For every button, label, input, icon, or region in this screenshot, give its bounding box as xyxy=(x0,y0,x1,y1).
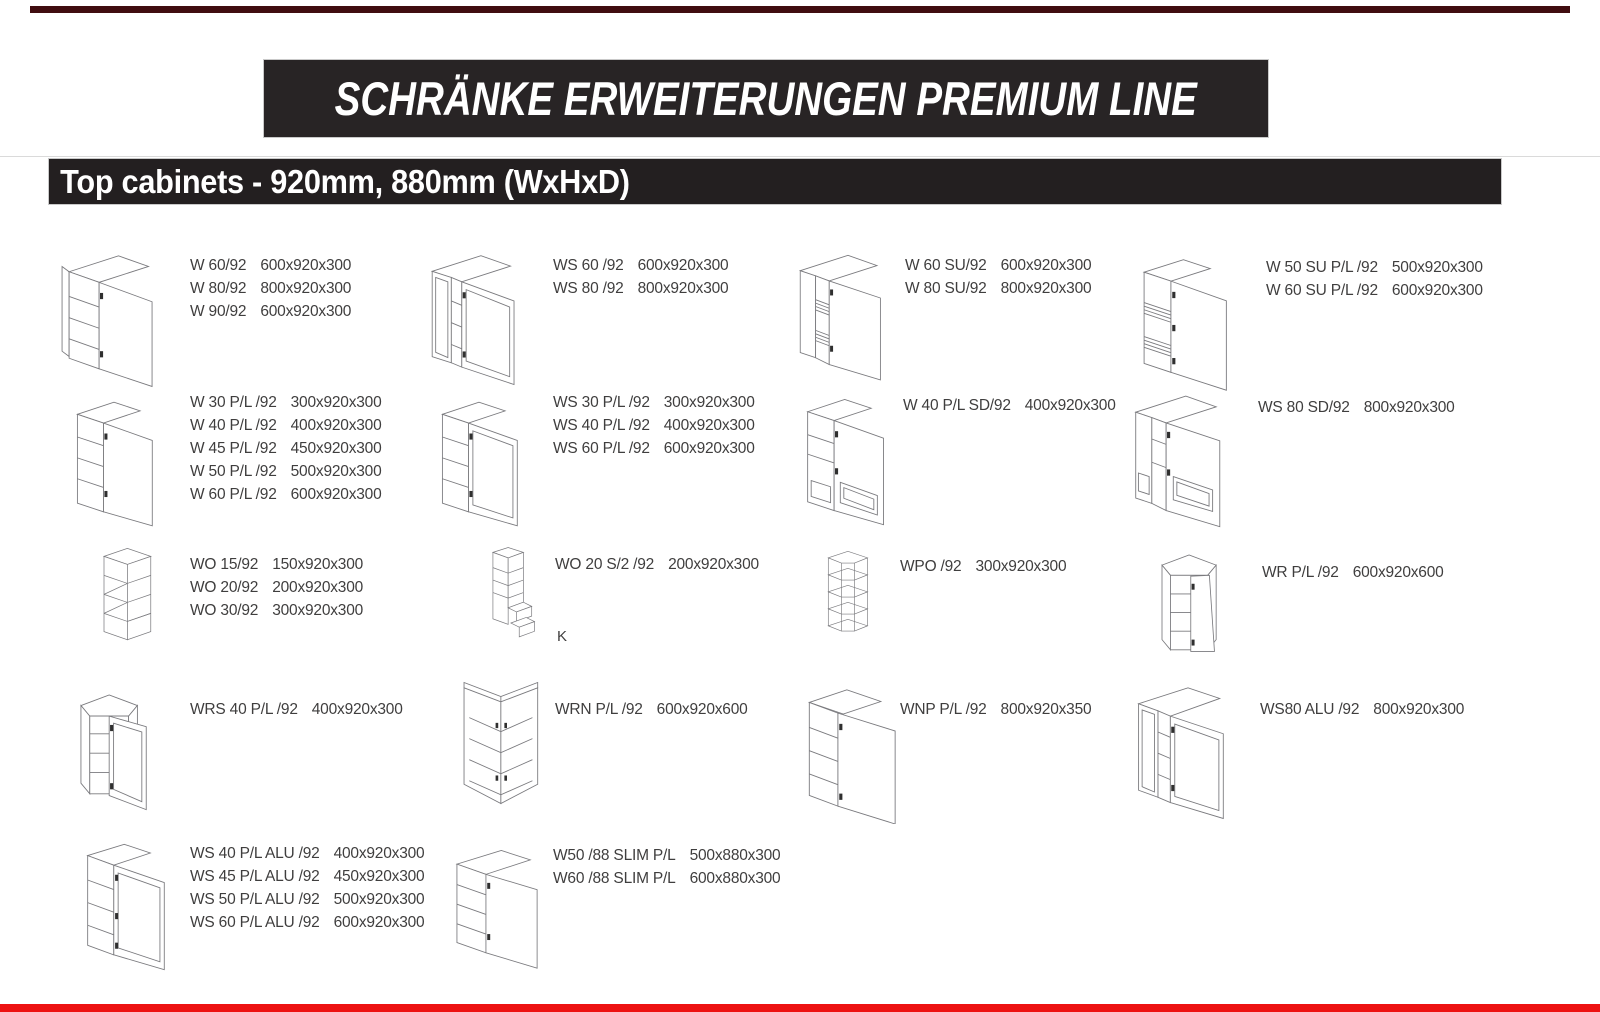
product-size: 600x920x300 xyxy=(663,440,755,457)
product-size: 200x920x300 xyxy=(272,579,364,596)
product-size: 500x880x300 xyxy=(689,847,781,864)
product-code: WS80 ALU /92 xyxy=(1260,701,1360,718)
product-code: WS 40 P/L ALU /92 xyxy=(190,845,320,862)
product-size: 400x920x300 xyxy=(311,701,403,718)
product-size: 800x920x300 xyxy=(637,280,729,297)
product-code: W 80 SU/92 xyxy=(905,280,987,297)
product-code: W60 /88 SLIM P/L xyxy=(553,870,676,887)
product-code: WS 50 P/L ALU /92 xyxy=(190,891,320,908)
shelf-unit-drawers-icon xyxy=(468,533,558,681)
product-size: 800x920x300 xyxy=(1363,399,1455,416)
product-code: WS 40 P/L /92 xyxy=(553,417,650,434)
inner-corner-cabinet-icon xyxy=(450,672,564,822)
product-code: WRS 40 P/L /92 xyxy=(190,701,298,718)
product-size: 200x920x300 xyxy=(668,556,759,573)
product-code: WO 15/92 xyxy=(190,556,259,573)
product-code: WNP P/L /92 xyxy=(900,701,987,718)
product-code: W 45 P/L /92 xyxy=(190,440,277,457)
product-size: 800x920x300 xyxy=(1000,280,1092,297)
product-size: 800x920x300 xyxy=(260,280,352,297)
wide-display-cabinet-icon xyxy=(1125,380,1253,532)
angled-door-cabinet-icon xyxy=(795,672,917,824)
product-size: 150x920x300 xyxy=(272,556,364,573)
alu-single-glass-cabinet-icon xyxy=(72,826,194,974)
product-code: WPO /92 xyxy=(900,558,962,575)
product-code: W 80/92 xyxy=(190,280,247,297)
product-code: WS 60 P/L /92 xyxy=(553,440,650,457)
product-size: 500x920x300 xyxy=(333,891,425,908)
product-size: 400x920x300 xyxy=(663,417,755,434)
product-size: 600x920x600 xyxy=(1352,564,1444,581)
bottom-rule xyxy=(0,1004,1600,1012)
product-code: W 60 P/L /92 xyxy=(190,486,277,503)
product-size: 400x920x300 xyxy=(1024,397,1116,414)
top-rule xyxy=(30,6,1570,13)
corner-glass-door-cabinet-icon xyxy=(58,672,183,822)
divider-hairline xyxy=(0,156,1600,157)
page-title: SCHRÄNKE ERWEITERUNGEN PREMIUM LINE xyxy=(334,72,1198,125)
product-size: 800x920x350 xyxy=(1000,701,1092,718)
product-code: WO 20 S/2 /92 xyxy=(555,556,655,573)
product-size: 600x920x300 xyxy=(1391,282,1483,299)
product-code: W 40 P/L /92 xyxy=(190,417,277,434)
product-code: WO 20/92 xyxy=(190,579,259,596)
product-size: 600x920x300 xyxy=(333,914,425,931)
product-size: 450x920x300 xyxy=(333,868,425,885)
product-code: WRN P/L /92 xyxy=(555,701,643,718)
corner-open-shelf-icon xyxy=(810,533,895,675)
open-shelf-unit-icon xyxy=(85,533,180,675)
product-code: W 60 SU P/L /92 xyxy=(1266,282,1378,299)
section-title: Top cabinets - 920mm, 880mm (WxHxD) xyxy=(60,162,630,200)
product-code: WS 30 P/L /92 xyxy=(553,394,650,411)
product-code: WO 30/92 xyxy=(190,602,259,619)
basket-single-door-cabinet-icon xyxy=(1128,240,1258,392)
product-size: 400x920x300 xyxy=(290,417,382,434)
drawer-annotation: K xyxy=(557,628,568,645)
product-size: 600x920x300 xyxy=(260,303,352,320)
product-size: 600x920x300 xyxy=(637,257,729,274)
product-code: W 50 P/L /92 xyxy=(190,463,277,480)
product-size: 500x920x300 xyxy=(1391,259,1483,276)
product-code: WS 45 P/L ALU /92 xyxy=(190,868,320,885)
product-code: WR P/L /92 xyxy=(1262,564,1339,581)
product-code: W 90/92 xyxy=(190,303,247,320)
double-door-cabinet-icon xyxy=(55,240,183,390)
product-size: 600x880x300 xyxy=(689,870,781,887)
double-glass-door-cabinet-icon xyxy=(420,240,545,388)
product-code: W 60/92 xyxy=(190,257,247,274)
product-size: 600x920x300 xyxy=(260,257,352,274)
product-code: W 50 SU P/L /92 xyxy=(1266,259,1378,276)
product-code: WS 60 /92 xyxy=(553,257,624,274)
product-code: W 30 P/L /92 xyxy=(190,394,277,411)
product-size: 600x920x300 xyxy=(1000,257,1092,274)
product-size: 600x920x300 xyxy=(290,486,382,503)
product-size: 300x920x300 xyxy=(975,558,1067,575)
single-door-cabinet-icon xyxy=(60,383,182,531)
display-door-cabinet-icon xyxy=(790,380,905,530)
product-code: WS 60 P/L ALU /92 xyxy=(190,914,320,931)
section-bar xyxy=(48,158,1502,205)
product-size: 800x920x300 xyxy=(1373,701,1465,718)
basket-cabinet-icon xyxy=(790,240,902,385)
product-code: WS 80 SD/92 xyxy=(1258,399,1350,416)
alu-double-glass-cabinet-icon xyxy=(1128,672,1255,822)
product-code: WS 80 /92 xyxy=(553,280,624,297)
product-size: 600x920x600 xyxy=(656,701,748,718)
slim-cabinet-icon xyxy=(445,830,570,975)
product-code: W 40 P/L SD/92 xyxy=(903,397,1011,414)
product-size: 500x920x300 xyxy=(290,463,382,480)
product-size: 400x920x300 xyxy=(333,845,425,862)
product-code: W50 /88 SLIM P/L xyxy=(553,847,676,864)
product-size: 450x920x300 xyxy=(290,440,382,457)
product-code: W 60 SU/92 xyxy=(905,257,987,274)
product-size: 300x920x300 xyxy=(663,394,755,411)
single-glass-door-cabinet-icon xyxy=(425,383,545,531)
title-banner xyxy=(263,59,1269,138)
corner-cabinet-icon xyxy=(1140,533,1250,678)
product-size: 300x920x300 xyxy=(272,602,364,619)
product-size: 300x920x300 xyxy=(290,394,382,411)
